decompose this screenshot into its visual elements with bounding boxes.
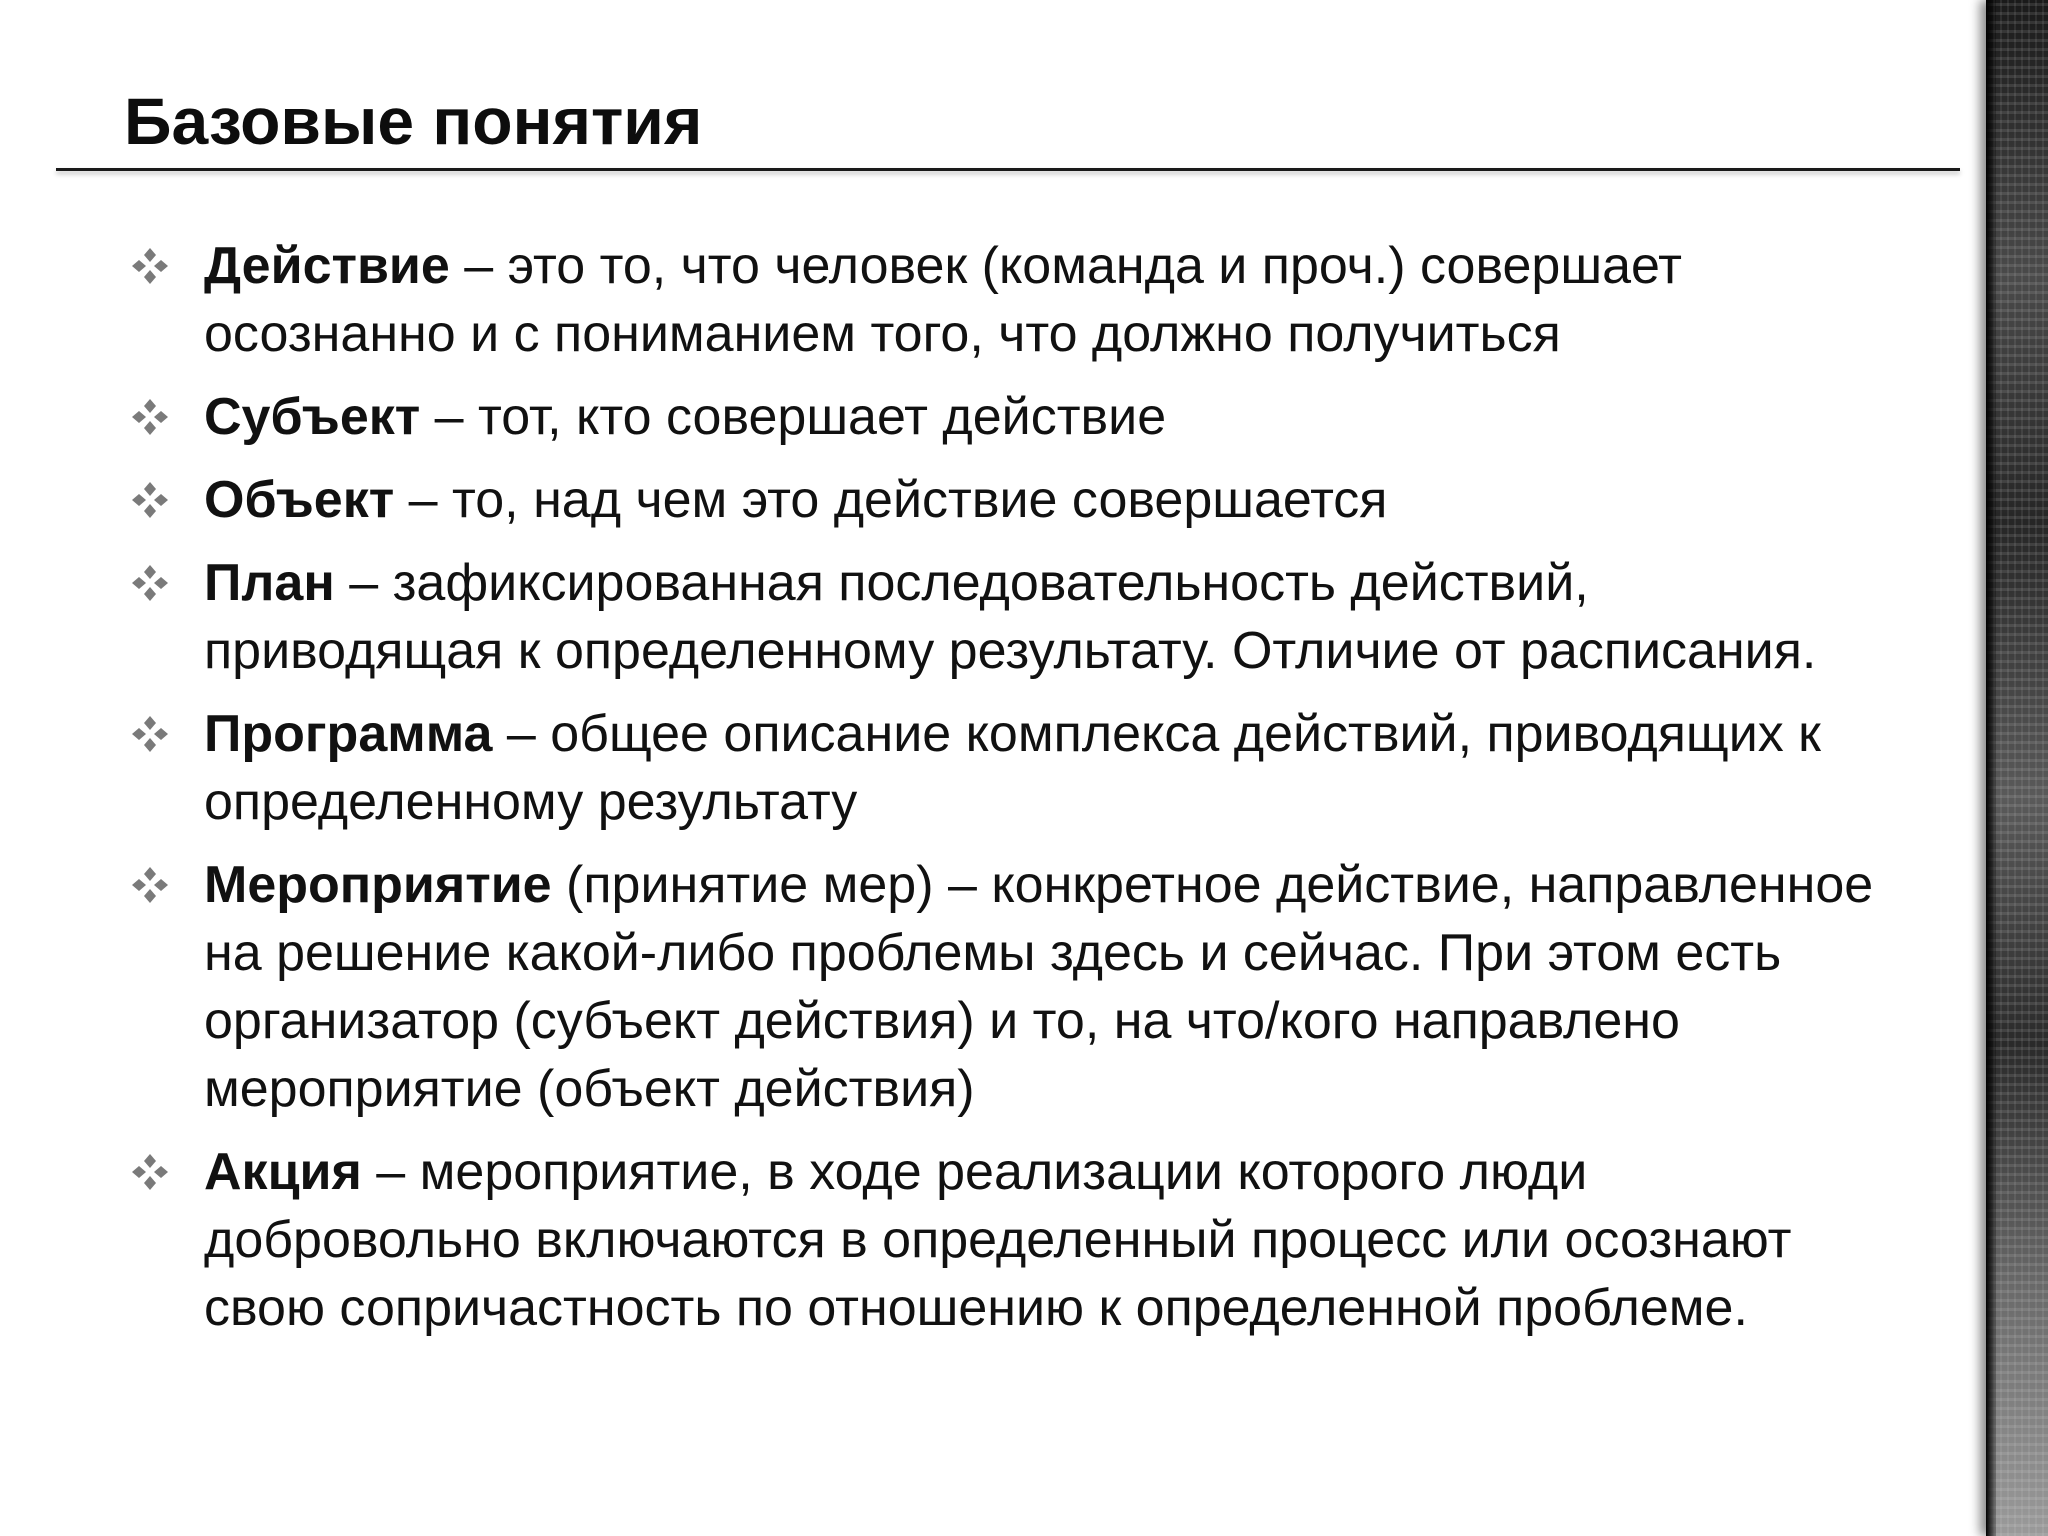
four-diamond-bullet-icon: [130, 865, 170, 905]
definition-item-program: [120, 700, 1900, 836]
decorative-edge-band: [1986, 0, 2048, 1536]
four-diamond-bullet-icon: [130, 563, 170, 603]
definition-item-campaign: [120, 1138, 1900, 1342]
title-divider: [56, 168, 1960, 171]
definition-term: Объект: [204, 471, 395, 529]
definition-text: – это то, что человек (команда и проч.) совершает осознанно и с пониманием того, что должно получиться: [204, 237, 1682, 363]
definition-term: Мероприятие: [204, 856, 552, 914]
definition-item-plan: [120, 549, 1900, 685]
four-diamond-bullet-icon: [130, 1152, 170, 1192]
definition-text: – то, над чем это действие совершается: [394, 471, 1388, 529]
definition-text: – тот, кто совершает действие: [420, 388, 1167, 446]
definition-term: Действие: [204, 237, 450, 295]
slide-title: Базовые понятия: [124, 84, 703, 158]
definition-item-action: [120, 232, 1900, 368]
four-diamond-bullet-icon: [130, 246, 170, 286]
definition-term: План: [204, 554, 335, 612]
definition-text: – зафиксированная последовательность действий, приводящая к определенному результату. Отличие от расписания.: [204, 554, 1817, 680]
four-diamond-bullet-icon: [130, 480, 170, 520]
definition-item-subject: [120, 383, 1900, 451]
definition-term: Программа: [204, 705, 493, 763]
definition-term: Акция: [204, 1143, 362, 1201]
definitions-list: [120, 232, 1900, 1357]
edge-band-shadow: [1986, 0, 1996, 1536]
definition-item-event: [120, 851, 1900, 1123]
four-diamond-bullet-icon: [130, 714, 170, 754]
definition-text: – мероприятие, в ходе реализации которого люди добровольно включаются в определенный процесс или осознают свою сопричастность по отношению к определенной проблеме.: [204, 1143, 1792, 1337]
four-diamond-bullet-icon: [130, 397, 170, 437]
definition-text: – общее описание комплекса действий, приводящих к определенному результату: [204, 705, 1821, 831]
definition-term: Субъект: [204, 388, 421, 446]
definition-text: (принятие мер) – конкретное действие, направленное на решение какой-либо проблемы здесь и сейчас. При этом есть организатор (субъект действия) и то, на что/кого направлено мероприятие (объект действия): [204, 856, 1874, 1118]
definition-item-object: [120, 466, 1900, 534]
